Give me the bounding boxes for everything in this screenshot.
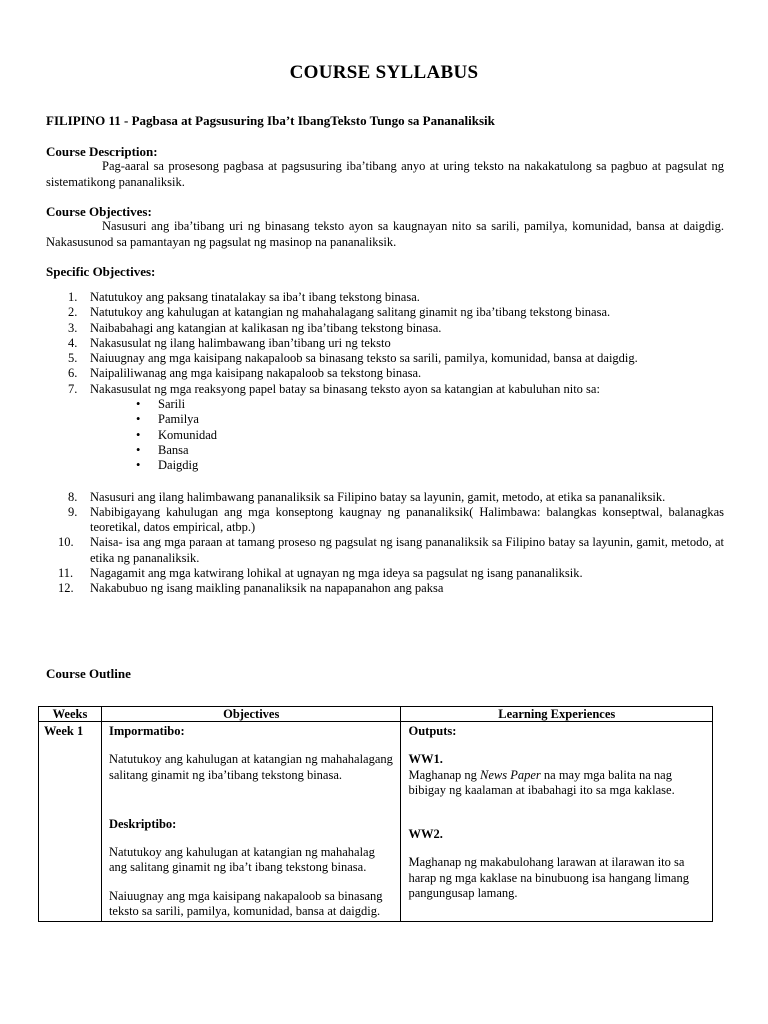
ww1-label: WW1.	[408, 752, 443, 767]
list-item: 5. Naiuugnay ang mga kaisipang nakapaloob sa binasang teksto sa sarili, pamilya, komunidad, bansa at daigdig.	[68, 351, 638, 366]
course-objectives-body: Nasusuri ang iba’tibang uri ng binasang teksto ayon sa kaugnayan nito sa sarili, pamilya, komunidad, bansa at daigdig. Nakasusunod sa pamantayan ng pagsulat ng masinop na pananaliksik.	[46, 219, 724, 249]
list-item: 4. Nakasusulat ng ilang halimbawang iban’tibang uri ng teksto	[68, 335, 391, 350]
list-item: 8. Nasusuri ang ilang halimbawang pananaliksik sa Filipino batay sa layunin, gamit, metodo, at etika sa pananaliksik.	[68, 489, 666, 504]
specific-objectives-heading: Specific Objectives:	[46, 264, 156, 279]
course-description-heading: Course Description:	[46, 144, 158, 159]
list-item: 1. Natutukoy ang paksang tinatalakay sa iba’t ibang tekstong binasa.	[68, 290, 420, 304]
week-cell: Week 1	[39, 722, 102, 922]
ww2-label: WW2.	[408, 827, 443, 842]
reaction-paper-topics	[90, 397, 724, 473]
bullet-item: • Sarili	[136, 397, 186, 412]
learning-cell	[401, 722, 713, 922]
list-item: 6. Naipaliliwanag ang mga kaisipang nakapaloob sa tekstong binasa.	[68, 366, 422, 381]
course-objectives-heading: Course Objectives:	[46, 204, 152, 219]
list-item: 3. Naibabahagi ang katangian at kalikasan ng iba’tibang tekstong binasa.	[68, 320, 442, 335]
bullet-item: • Komunidad	[136, 427, 218, 442]
descriptive-text-1: Natutukoy ang kahulugan at katangian ng mahahalag ang salitang ginamit ng iba’t ibang tekstong binasa.	[108, 845, 375, 875]
list-item: 9. Nabibigayang kahulugan ang mga konseptong kaugnay ng pananaliksik( Halimbawa: balangkas konseptwal, balanagkas teoretikal, datos empirical, atbp.)	[68, 504, 724, 535]
informative-heading: Impormatibo:	[108, 724, 185, 738]
header-objectives: Objectives	[101, 707, 401, 722]
descriptive-heading: Deskriptibo:	[108, 816, 177, 831]
list-item: 12. Nakabubuo ng isang maikling pananaliksik na napapanahon ang paksa	[58, 581, 444, 596]
objectives-cell	[101, 722, 401, 922]
table-row	[39, 722, 713, 922]
course-outline-table	[38, 706, 713, 922]
header-weeks: Weeks	[39, 707, 102, 722]
table-header-row	[39, 707, 713, 722]
course-outline-heading: Course Outline	[46, 666, 131, 681]
header-learning-experiences: Learning Experiences	[401, 707, 713, 722]
bullet-item: • Daigdig	[136, 458, 199, 473]
descriptive-text-2: Naiuugnay ang mga kaisipang nakapaloob sa binasang teksto sa sarili, pamilya, komunidad, bansa at daigdig.	[108, 888, 383, 919]
news-paper-emphasis: News Paper	[480, 767, 541, 782]
informative-text: Natutukoy ang kahulugan at katangian ng mahahalagang salitang ginamit ng iba’tibang tekstong binasa.	[108, 752, 393, 782]
course-description-body: Pag-aaral sa prosesong pagbasa at pagsusuring iba’tibang anyo at uring teksto na nakakatulong sa pagbuo at pagsulat ng sistematikong pananaliksik.	[46, 159, 724, 189]
course-description-text	[46, 159, 724, 190]
page-title: COURSE SYLLABUS	[289, 62, 479, 83]
list-item: 11. Nagagamit ang mga katwirang lohikal at ugnayan ng mga ideya sa pagsulat ng isang pananaliksik.	[58, 566, 583, 581]
list-item: 10. Naisa- isa ang mga paraan at tamang proseso ng pagsulat ng isang pananaliksik sa Filipino batay sa layunin, gamit, metodo, at etika ng pananaliksik.	[58, 535, 724, 565]
bullet-item: • Bansa	[136, 442, 189, 457]
list-item: 7. Nakasusulat ng mga reaksyong papel batay sa binasang teksto ayon sa katangian at kabuluhan nito sa: • Sarili • Pamilya • Komunidad • Bansa • Daigdig	[46, 382, 724, 490]
bullet-item: • Pamilya	[136, 412, 199, 427]
ww1-text: Maghanap ng News Paper na may mga balita na nag bibigay ng kaalaman at ibabahagi ito sa mga kaklase.	[408, 767, 675, 797]
specific-objectives-list	[46, 290, 724, 597]
list-item: 2. Natutukoy ang kahulugan at katangian ng mahahalagang salitang ginamit ng iba’tibang tekstong binasa.	[68, 305, 611, 320]
ww2-text: Maghanap ng makabulohang larawan at ilarawan ito sa harap ng mga kaklase na binubuong isa hangang limang pangungusap lamang.	[408, 855, 689, 901]
outputs-heading: Outputs:	[408, 724, 457, 738]
subject-title: FILIPINO 11 - Pagbasa at Pagsusuring Iba’t IbangTeksto Tungo sa Pananaliksik	[46, 113, 495, 128]
course-objectives-text	[46, 219, 724, 250]
